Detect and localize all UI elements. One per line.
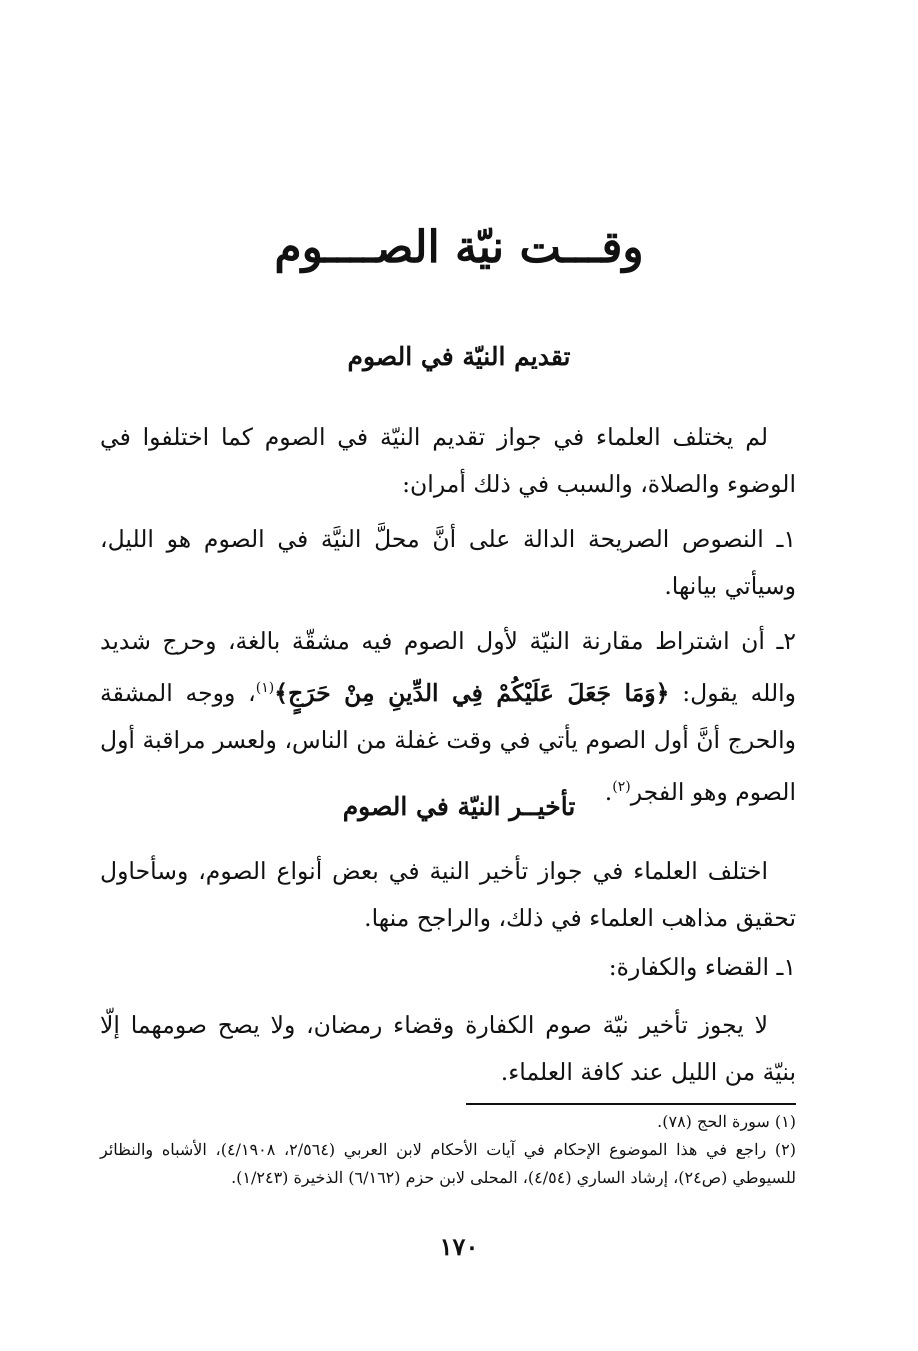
footnote-divider	[466, 1103, 796, 1105]
page-number: ١٧٠	[439, 1232, 479, 1261]
paragraph-delay-intro: اختلف العلماء في جواز تأخير النية في بعض أنواع الصوم، وسأحاول تحقيق مذاهب العلماء في ذلك، والراجح منها.	[100, 857, 796, 932]
footnote-ref-1: (١)	[255, 680, 275, 696]
subheading-qada-kaffara: ١ـ القضاء والكفارة:	[608, 953, 796, 981]
item2-period: .	[604, 777, 613, 806]
paragraph-item-2	[100, 618, 796, 816]
footnote-2: (٢) راجع في هذا الموضوع الإحكام في آيات الأحكام لابن العربي (٢/٥٦٤، ٤/١٩٠٨)، الأشباه والنظائر للسيوطي (ص٢٤)، إرشاد الساري (٤/٥٤)، المحلى لابن حزم (٦/١٦٢) الذخيرة (١/٢٤٣).	[100, 1140, 796, 1187]
footnote-ref-2: (٢)	[612, 778, 631, 795]
paragraph-item-1: ١ـ النصوص الصريحة الدالة على أنَّ محلَّ النيَّة في الصوم هو الليل، وسيأتي بيانها.	[100, 525, 796, 600]
paragraph-qada-kaffara: لا يجوز تأخير نيّة صوم الكفارة وقضاء رمضان، ولا يصح صومهما إلّا بنيّة من الليل عند كافة العلماء.	[100, 1011, 796, 1086]
paragraph-intro: لم يختلف العلماء في جواز تقديم النيّة في الصوم كما اختلفوا في الوضوء والصلاة، والسبب في ذلك أمران:	[100, 423, 796, 498]
footnote-1: (١) سورة الحج (٧٨).	[657, 1112, 796, 1131]
page-title: وقـــت نيّة الصــــوم	[274, 222, 644, 273]
item2-text-end: ، ووجه المشقة والحرج أنَّ أول الصوم يأتي في وقت غفلة من الناس، ولعسر مراقبة أول الصوم وهو الفجر	[100, 678, 796, 806]
section-heading-delay-intention: تأخيــر النيّة في الصوم	[342, 792, 576, 821]
section-heading-advance-intention: تقديم النيّة في الصوم	[347, 342, 571, 371]
quran-verse: ﴿وَمَا جَعَلَ عَلَيْكُمْ فِي الدِّينِ مِنْ حَرَجٍ﴾	[274, 678, 670, 707]
item2-text-start: ٢ـ أن اشتراط مقارنة النيّة لأول الصوم فيه مشقّة بالغة، وحرج شديد والله يقول:	[100, 627, 796, 707]
